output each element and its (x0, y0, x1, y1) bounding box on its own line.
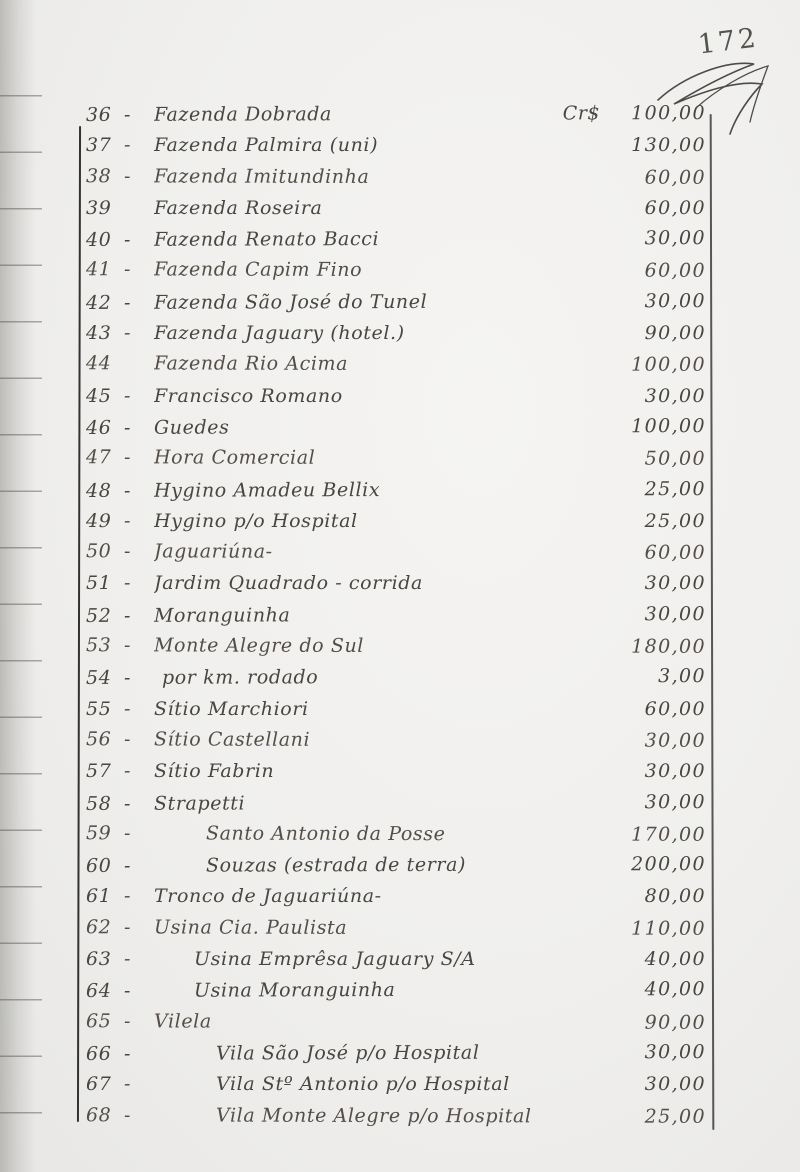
ledger-row (86, 1010, 706, 1043)
entry-number: 52 (85, 604, 112, 627)
entry-value: 30,00 (644, 602, 707, 625)
entry-name: Moranguinha (153, 604, 291, 627)
entry-name: Sítio Marchiori (154, 697, 309, 720)
entry-value: 80,00 (644, 885, 706, 908)
entry-value: 60,00 (644, 166, 707, 189)
entry-number: 56 (85, 728, 112, 751)
ledger-row (86, 197, 706, 228)
entry-dash: - (123, 164, 132, 187)
entry-value: 30,00 (644, 384, 706, 407)
entry-name: por km. rodado (161, 666, 319, 690)
entry-value: 100,00 (631, 353, 707, 377)
ledger-row (86, 540, 706, 573)
entry-value: 100,00 (631, 102, 707, 125)
entry-number: 46 (85, 416, 112, 439)
entry-number: 38 (85, 164, 112, 187)
entry-dash: - (124, 509, 132, 532)
entry-value: 60,00 (644, 260, 707, 283)
entry-name: Fazenda São José do Tunel (153, 290, 428, 314)
entry-value: 30,00 (644, 1073, 706, 1096)
ledger-row (86, 822, 706, 855)
ledger-row (86, 259, 706, 292)
entry-dash: - (123, 291, 132, 314)
entry-name: Fazenda Renato Bacci (153, 228, 380, 251)
ledger-row (86, 978, 706, 1011)
ledger-row (86, 134, 706, 165)
entry-number: 41 (85, 258, 112, 281)
entry-dash: - (123, 792, 132, 815)
entry-value: 30,00 (644, 729, 707, 752)
ledger-row (86, 885, 706, 916)
entry-name: Hygino Amadeu Bellix (153, 478, 381, 502)
ledger-row (86, 791, 706, 824)
ledger-row (86, 102, 706, 135)
entry-dash: - (123, 604, 132, 627)
entry-value: 30,00 (644, 1040, 707, 1064)
entry-value: 30,00 (644, 572, 706, 595)
entry-name: Usina Emprêsa Jaguary S/A (194, 948, 476, 971)
entry-name: Strapetti (153, 792, 246, 815)
entry-value: 200,00 (631, 853, 707, 876)
entry-number: 42 (85, 291, 112, 314)
entry-name: Usina Cia. Paulista (153, 916, 348, 939)
entry-number: 49 (86, 509, 112, 532)
ledger-row (86, 447, 706, 480)
entry-dash: - (124, 697, 132, 720)
entry-number: 64 (85, 980, 112, 1003)
entry-number: 39 (86, 196, 112, 219)
entry-dash: - (123, 540, 132, 563)
ledger-row (86, 353, 706, 386)
right-margin-rule (710, 114, 715, 1130)
entry-value: 30,00 (644, 289, 707, 313)
ledger-row (86, 322, 706, 353)
entry-name: Souzas (estrada de terra) (205, 853, 467, 877)
entry-dash: - (123, 103, 132, 126)
entry-name: Sítio Castellani (153, 728, 311, 751)
entry-number: 65 (85, 1009, 112, 1032)
entry-name: Fazenda Capim Fino (153, 258, 363, 282)
entry-dash: - (123, 1009, 132, 1032)
entry-name: Jaguariúna- (153, 540, 273, 563)
entry-name: Fazenda Palmira (uni) (154, 134, 379, 157)
entry-dash: - (124, 322, 132, 345)
entry-number: 68 (85, 1103, 112, 1126)
entry-name: Fazenda Jaguary (hotel.) (154, 322, 405, 345)
entry-dash: - (123, 1103, 132, 1126)
ledger-row (86, 1073, 706, 1104)
ledger-row (86, 227, 706, 260)
ledger-entries (86, 103, 706, 1136)
ledger-row (86, 634, 706, 667)
entry-name: Vilela (153, 1010, 212, 1033)
entry-dash: - (123, 634, 132, 657)
notebook-ruling-ticks (0, 40, 42, 1150)
entry-name: Tronco de Jaguariúna- (154, 885, 382, 908)
entry-number: 53 (85, 634, 112, 657)
entry-number: 44 (85, 352, 112, 375)
entry-name: Usina Moranguinha (193, 979, 396, 1002)
entry-name: Sítio Fabrin (154, 760, 275, 783)
entry-dash: - (123, 258, 132, 281)
entry-number: 48 (85, 479, 112, 502)
entry-value: 60,00 (644, 196, 706, 219)
entry-number: 57 (86, 760, 112, 783)
entry-number: 43 (86, 322, 112, 345)
entry-name: Vila São José p/o Hospital (215, 1041, 480, 1065)
entry-number: 63 (86, 948, 112, 971)
ledger-row (86, 760, 706, 791)
entry-value: 30,00 (644, 790, 707, 813)
entry-value: 110,00 (631, 917, 707, 940)
ledger-row (86, 948, 706, 979)
entry-name: Hora Comercial (153, 446, 316, 470)
entry-dash: - (124, 885, 132, 908)
entry-number: 45 (86, 384, 112, 407)
ledger-row (86, 478, 706, 511)
entry-name: Jardim Quadrado - corrida (154, 572, 423, 595)
entry-number: 54 (85, 667, 112, 690)
entry-value: 180,00 (631, 635, 707, 658)
page-number-stamp: 172 (696, 22, 761, 61)
entry-dash: - (124, 760, 132, 783)
entry-value: 60,00 (644, 697, 706, 720)
entry-value: 50,00 (644, 447, 707, 471)
ledger-row (86, 165, 706, 198)
entry-dash: - (123, 728, 132, 751)
entry-number: 67 (86, 1073, 112, 1096)
ledger-row (86, 698, 706, 729)
entry-dash: - (123, 446, 132, 469)
entry-number: 62 (85, 915, 112, 939)
entry-number: 66 (85, 1042, 112, 1065)
ledger-row (86, 665, 706, 698)
ledger-row (86, 290, 706, 323)
ledger-row (86, 1104, 706, 1137)
entry-number: 59 (85, 822, 112, 845)
entry-number: 58 (85, 792, 112, 815)
entry-number: 50 (85, 540, 112, 563)
entry-value: 30,00 (644, 760, 706, 783)
ledger-row (86, 510, 706, 541)
ledger-row (86, 385, 706, 416)
entry-value: 25,00 (644, 477, 707, 500)
entry-dash: - (124, 948, 132, 971)
entry-value: 3,00 (658, 665, 707, 688)
entry-number: 55 (86, 697, 112, 720)
entry-name: Santo Antonio da Posse (205, 822, 446, 845)
ledger-row (86, 916, 706, 949)
entry-value: 40,00 (644, 978, 707, 1001)
entry-number: 61 (86, 885, 112, 908)
entry-name: Vila Stº Antonio p/o Hospital (216, 1073, 510, 1096)
ledger-row (86, 1041, 706, 1074)
entry-number: 60 (85, 855, 112, 878)
entry-number: 47 (85, 446, 112, 469)
entry-dash: - (123, 854, 132, 877)
entry-name: Fazenda Dobrada (153, 103, 333, 126)
entry-name: Fazenda Rio Acima (153, 352, 349, 376)
currency-symbol: Cr$ (562, 102, 601, 125)
entry-value: 90,00 (644, 1011, 707, 1034)
entry-value: 40,00 (644, 948, 706, 971)
entry-dash: - (123, 980, 132, 1003)
ledger-row (86, 603, 706, 636)
entry-name: Monte Alegre do Sul (153, 634, 365, 657)
entry-dash: - (124, 384, 132, 407)
entry-value: 30,00 (644, 227, 707, 250)
entry-dash: - (123, 229, 132, 252)
entry-dash: - (123, 479, 132, 502)
entry-dash: - (123, 667, 132, 690)
ledger-row (86, 572, 706, 603)
entry-dash: - (123, 822, 132, 845)
entry-value: 25,00 (644, 509, 706, 532)
entry-dash: - (124, 134, 132, 157)
entry-number: 40 (85, 229, 112, 252)
entry-name: Fazenda Roseira (154, 196, 323, 219)
entry-value: 100,00 (631, 414, 707, 438)
ledger-row (86, 728, 706, 761)
entry-dash: - (123, 916, 132, 939)
entry-number: 36 (85, 103, 112, 126)
entry-dash: - (123, 416, 132, 439)
left-margin-rule (77, 126, 81, 1122)
entry-dash: - (123, 1042, 132, 1065)
entry-name: Fazenda Imitundinha (153, 165, 370, 188)
entry-name: Hygino p/o Hospital (154, 509, 358, 532)
entry-value: 90,00 (644, 322, 706, 345)
entry-dash: - (124, 1073, 132, 1096)
entry-value: 130,00 (631, 134, 706, 157)
entry-value: 25,00 (644, 1105, 707, 1128)
ledger-row (86, 415, 706, 448)
ledger-row (86, 853, 706, 886)
entry-name: Francisco Romano (154, 384, 343, 407)
entry-dash: - (124, 572, 132, 595)
entry-value: 60,00 (644, 541, 707, 564)
entry-name: Guedes (153, 416, 230, 439)
entry-number: 37 (86, 134, 112, 157)
entry-number: 51 (86, 572, 112, 595)
entry-name: Vila Monte Alegre p/o Hospital (215, 1104, 532, 1127)
entry-value: 170,00 (631, 823, 707, 846)
